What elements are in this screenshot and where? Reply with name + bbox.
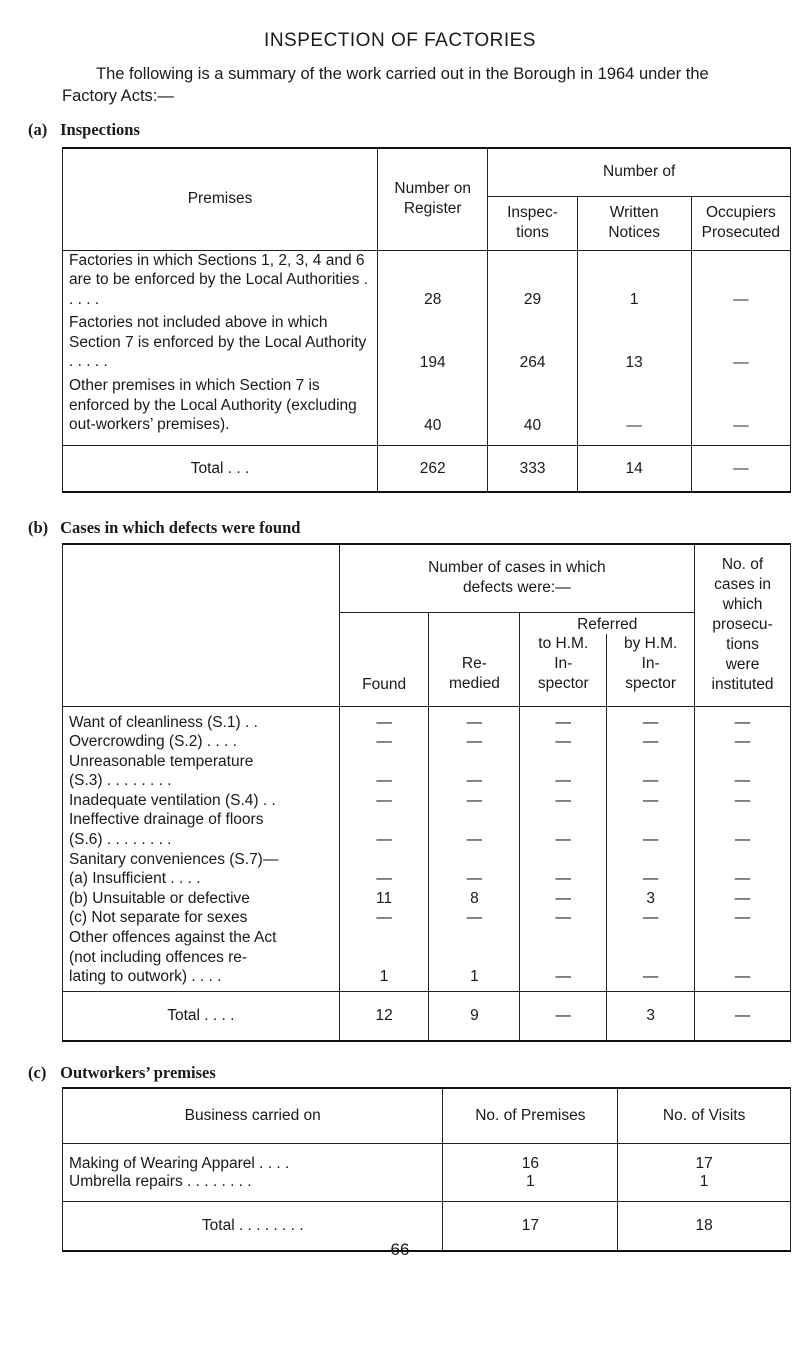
inspections-row-3: 40 (488, 376, 577, 445)
by-hm-cell: — (642, 831, 659, 849)
found-cell: — (376, 791, 392, 809)
section-a-title: Inspections (60, 120, 140, 139)
to-hm-cell (520, 850, 606, 870)
by-hm-cell: — (642, 713, 659, 731)
section-c-heading (28, 1063, 216, 1083)
b-total-to-hm: — (520, 991, 607, 1041)
remedied-cell (429, 948, 519, 968)
section-b-title: Cases in which defects were found (60, 518, 301, 537)
section-a-label: (a) (28, 120, 48, 139)
visits-row-1: 17 (618, 1143, 791, 1173)
prosecutions-cell: — (734, 713, 751, 731)
b-total-prosecutions: — (695, 991, 791, 1041)
prosecuted-row-3: — (691, 376, 790, 445)
header-written-notices: Written Notices (577, 196, 691, 250)
premises-row-3: Other premises in which Section 7 is enforced by the Local Authority (excluding out-workers’ premises). (63, 376, 378, 445)
remedied-cell: — (466, 791, 483, 809)
remedied-cell: — (466, 772, 483, 790)
remedied-cell: — (466, 831, 483, 849)
prosecutions-cell (695, 810, 790, 830)
to-hm-cell: — (555, 831, 572, 849)
prosecutions-cell (695, 948, 790, 968)
remedied-cell (429, 752, 519, 772)
b-total-remedied: 9 (429, 991, 520, 1041)
by-hm-cell (607, 850, 694, 870)
inspections-table (62, 147, 791, 493)
by-hm-cell: — (642, 791, 659, 809)
prosecutions-cell: — (734, 831, 751, 849)
found-cell (340, 850, 429, 870)
header-no-of-visits: No. of Visits (618, 1088, 791, 1143)
to-hm-cell: — (555, 733, 572, 751)
by-hm-cell: 3 (646, 889, 655, 907)
prosecutions-cell (695, 752, 790, 772)
header-blank (63, 544, 340, 706)
c-total-premises: 17 (443, 1201, 618, 1251)
inspections-row-1: 29 (488, 250, 577, 313)
defect-label-line: (not including offences re- (69, 948, 248, 966)
header-number-of: Number of (488, 148, 791, 196)
defect-label-line: lating to outwork) . . . . (69, 968, 222, 986)
found-cell (340, 948, 429, 968)
found-cell: — (376, 713, 392, 731)
defect-label-line: Overcrowding (S.2) . . . . (69, 733, 237, 751)
found-cell: — (376, 772, 392, 790)
notices-row-3: — (577, 376, 691, 445)
notices-row-2: 13 (577, 313, 691, 376)
header-no-of-premises: No. of Premises (443, 1088, 618, 1143)
to-hm-cell (520, 948, 606, 968)
remedied-column (429, 706, 520, 991)
defect-label-line: (c) Not separate for sexes (69, 909, 248, 927)
total-prosecuted: — (691, 445, 790, 492)
found-cell (340, 752, 429, 772)
to-hm-cell: — (555, 791, 572, 809)
total-notices: 14 (577, 445, 691, 492)
prosecutions-cell (695, 928, 790, 948)
remedied-cell: — (466, 733, 483, 751)
header-found: Found (339, 612, 429, 706)
found-cell: 1 (379, 968, 389, 986)
defect-label-line: Ineffective drainage of floors (69, 811, 264, 829)
prosecutions-cell: — (734, 870, 751, 888)
page-title: INSPECTION OF FACTORIES (264, 30, 536, 51)
outworkers-table (62, 1087, 791, 1252)
prosecuted-row-2: — (691, 313, 790, 376)
remedied-cell (429, 850, 519, 870)
by-hm-cell (607, 810, 694, 830)
to-hm-cell: — (555, 870, 572, 888)
by-hm-cell: — (642, 870, 659, 888)
remedied-cell: 8 (470, 889, 479, 907)
to-hm-cell (520, 752, 606, 772)
total-register: 262 (378, 445, 488, 492)
header-number-of-cases: Number of cases in which defects were:— (339, 544, 694, 612)
to-hm-cell: — (555, 909, 572, 927)
prosecutions-cell: — (734, 889, 751, 907)
header-prosecutions: No. of cases in which prosecu- tions were instituted (695, 544, 791, 706)
by-hm-cell: — (642, 733, 659, 751)
business-row-1: Making of Wearing Apparel . . . . (63, 1143, 443, 1173)
defect-label-line: Sanitary conveniences (S.7)— (69, 850, 279, 868)
found-cell: 11 (376, 889, 393, 907)
intro-paragraph: The following is a summary of the work carried out in the Borough in 1964 under the Factory Acts:— (62, 65, 709, 105)
premises-count-row-2: 1 (443, 1173, 618, 1201)
found-cell: — (376, 870, 392, 888)
remedied-cell (429, 928, 519, 948)
header-remedied: Re- medied (429, 612, 520, 706)
defect-label-line: Other offences against the Act (69, 929, 277, 947)
remedied-cell: — (466, 870, 483, 888)
b-total-by-hm: 3 (607, 991, 695, 1041)
found-column (339, 706, 429, 991)
found-cell: — (376, 831, 392, 849)
section-c-label: (c) (28, 1063, 47, 1082)
defects-table (62, 543, 791, 1042)
header-number-on-register: Number on Register (378, 148, 488, 250)
defect-label-line: (S.3) . . . . . . . . (69, 772, 172, 790)
premises-row-2: Factories not included above in which Section 7 is enforced by the Local Authority . . . . . (63, 313, 378, 376)
section-a-heading (28, 120, 140, 140)
prosecutions-column (695, 706, 791, 991)
found-cell: — (376, 909, 392, 927)
business-row-2: Umbrella repairs . . . . . . . . (63, 1173, 443, 1201)
register-row-2: 194 (378, 313, 488, 376)
to-hm-cell (520, 928, 606, 948)
by-hm-cell: — (642, 772, 659, 790)
section-b-heading (28, 518, 300, 538)
register-row-1: 28 (378, 250, 488, 313)
defect-labels-column (63, 706, 340, 991)
prosecutions-cell: — (734, 909, 751, 927)
header-by-hm-inspector: by H.M. In- spector (607, 634, 695, 706)
header-business: Business carried on (63, 1088, 443, 1143)
prosecutions-cell: — (734, 772, 751, 790)
b-total-found: 12 (339, 991, 429, 1041)
remedied-cell: — (466, 909, 483, 927)
defect-label-line: (b) Unsuitable or defective (69, 889, 250, 907)
remedied-cell (429, 810, 519, 830)
prosecuted-row-1: — (691, 250, 790, 313)
register-row-3: 40 (378, 376, 488, 445)
by-hm-column (607, 706, 695, 991)
visits-row-2: 1 (618, 1173, 791, 1201)
remedied-cell: — (466, 713, 483, 731)
prosecutions-cell: — (734, 791, 751, 809)
header-occupiers-prosecuted: Occupiers Prosecuted (691, 196, 790, 250)
header-inspections: Inspec- tions (488, 196, 577, 250)
b-total-label: Total . . . . (63, 991, 340, 1041)
section-c-title: Outworkers’ premises (60, 1063, 216, 1082)
header-to-hm-inspector: to H.M. In- spector (520, 634, 607, 706)
section-b-label: (b) (28, 518, 49, 537)
to-hm-cell: — (555, 968, 572, 986)
by-hm-cell (607, 928, 694, 948)
header-premises: Premises (63, 148, 378, 250)
by-hm-cell: — (642, 968, 659, 986)
to-hm-cell: — (555, 772, 572, 790)
remedied-cell: 1 (470, 968, 479, 986)
to-hm-cell: — (555, 713, 572, 731)
prosecutions-cell (695, 850, 790, 870)
premises-count-row-1: 16 (443, 1143, 618, 1173)
total-inspections: 333 (488, 445, 577, 492)
defect-label-line: Unreasonable temperature (69, 752, 254, 770)
found-cell: — (376, 733, 392, 751)
defect-label-line: Want of cleanliness (S.1) . . (69, 713, 258, 731)
total-label: Total . . . (63, 445, 378, 492)
found-cell (340, 928, 429, 948)
page-number: 66 (390, 1240, 410, 1259)
premises-row-1: Factories in which Sections 1, 2, 3, 4 and 6 are to be enforced by the Local Authorities . . . . . (63, 250, 378, 313)
header-referred: Referred (520, 612, 695, 634)
by-hm-cell (607, 948, 694, 968)
to-hm-cell (520, 810, 606, 830)
c-total-visits: 18 (618, 1201, 791, 1251)
to-hm-column (520, 706, 607, 991)
prosecutions-cell: — (734, 733, 751, 751)
by-hm-cell: — (642, 909, 659, 927)
inspections-row-2: 264 (488, 313, 577, 376)
c-total-label: Total . . . . . . . . (63, 1201, 443, 1251)
notices-row-1: 1 (577, 250, 691, 313)
defect-label-line: Inadequate ventilation (S.4) . . (69, 791, 276, 809)
by-hm-cell (607, 752, 694, 772)
to-hm-cell: — (555, 889, 572, 907)
prosecutions-cell: — (734, 968, 751, 986)
defect-label-line: (a) Insufficient . . . . (69, 870, 201, 888)
defect-label-line: (S.6) . . . . . . . . (69, 831, 172, 849)
found-cell (340, 810, 429, 830)
